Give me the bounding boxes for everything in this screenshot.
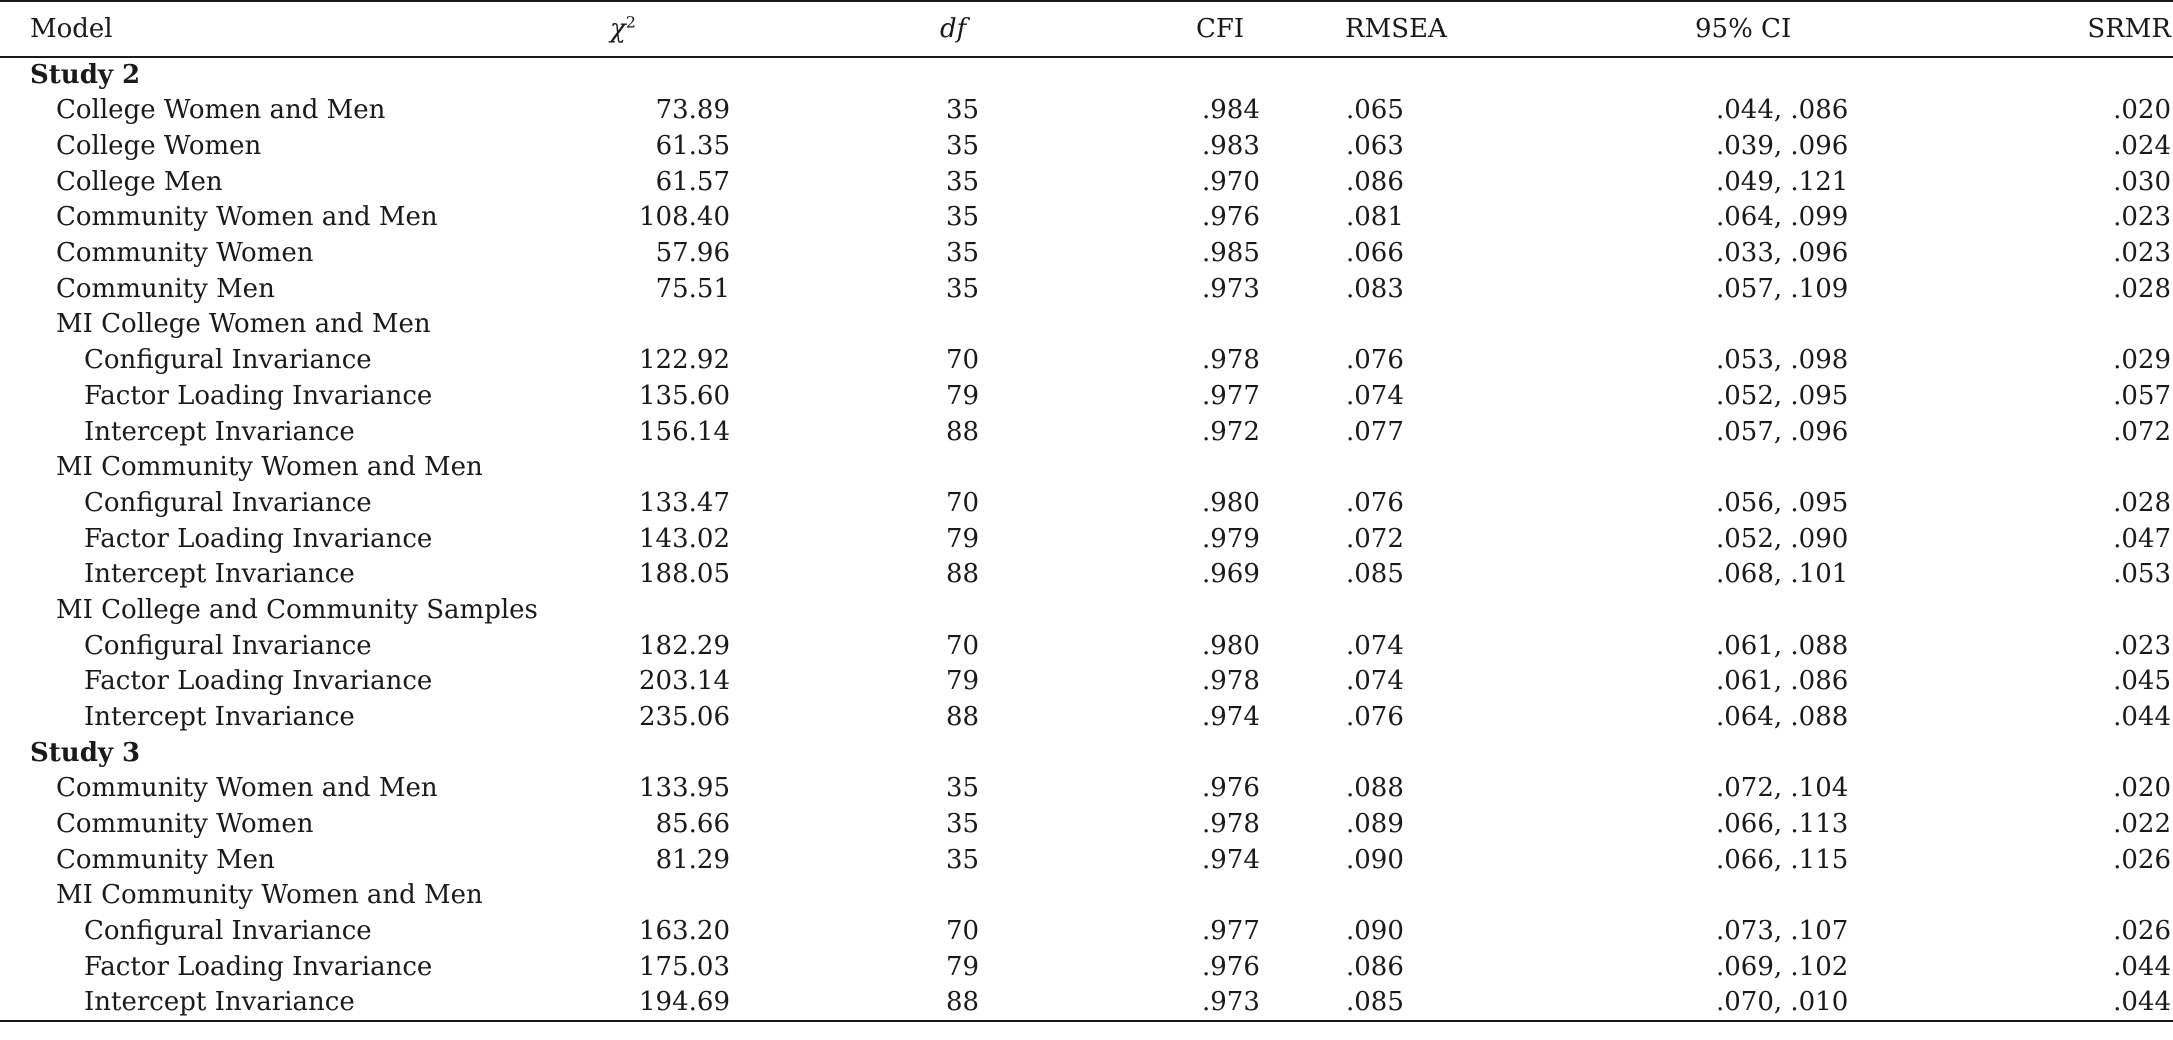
cell-cfi [980, 57, 1230, 93]
header-chi-symbol: χ [610, 14, 626, 44]
table-row [0, 164, 2173, 200]
cell-model: Community Men [56, 844, 275, 875]
cell-srmr: .022 [2113, 809, 2171, 840]
cell-df: 70 [946, 630, 980, 661]
cell-model: Community Women and Men [56, 202, 438, 233]
cell-chi-square: 135.60 [639, 380, 730, 411]
cell-ci: .033, .096 [1716, 238, 1849, 269]
cell-ci: .064, .099 [1716, 202, 1849, 233]
cell-df: 70 [946, 487, 980, 518]
cell-df: 79 [946, 380, 980, 411]
table-header [0, 1, 2173, 57]
cell-chi-square: 73.89 [655, 95, 730, 126]
table-body [0, 57, 2173, 1021]
cell-chi-square: 188.05 [639, 559, 730, 590]
header-chi-superscript: 2 [625, 12, 636, 32]
cell-chi-square: 143.02 [639, 523, 730, 554]
cell-rmsea: .077 [1346, 416, 1404, 447]
group-heading-row [0, 450, 2173, 486]
header-ci: 95% CI [1540, 1, 1850, 57]
cell-df [730, 307, 980, 343]
cell-cfi: .985 [1202, 238, 1260, 269]
cell-cfi: .977 [1202, 380, 1260, 411]
cell-cfi: .969 [1202, 559, 1260, 590]
cell-rmsea: .081 [1346, 202, 1404, 233]
cell-cfi: .978 [1202, 666, 1260, 697]
cell-cfi: .980 [1202, 630, 1260, 661]
cell-df: 79 [946, 951, 980, 982]
cell-chi-square: 194.69 [600, 985, 730, 1021]
cell-chi-square [600, 593, 730, 629]
cell-model: Configural Invariance [84, 487, 372, 518]
cell-chi-square [600, 57, 730, 93]
cell-df [730, 450, 980, 486]
cell-model: MI College and Community Samples [56, 594, 538, 625]
cell-rmsea: .074 [1346, 630, 1404, 661]
cell-ci: .069, .102 [1716, 951, 1849, 982]
table-row [0, 236, 2173, 272]
cell-chi-square: 156.14 [639, 416, 730, 447]
cell-chi-square [600, 735, 730, 771]
cell-df: 35 [946, 238, 980, 269]
cell-ci: .039, .096 [1716, 131, 1849, 162]
cell-model: Configural Invariance [84, 630, 372, 661]
cell-srmr: .072 [2113, 416, 2171, 447]
cell-rmsea [1230, 735, 1540, 771]
cell-ci: .052, .090 [1716, 523, 1849, 554]
cell-rmsea: .076 [1346, 487, 1404, 518]
cell-cfi [980, 735, 1230, 771]
cell-chi-square: 203.14 [639, 666, 730, 697]
cell-ci: .044, .086 [1716, 95, 1849, 126]
group-heading-row [0, 878, 2173, 914]
cell-df [730, 57, 980, 93]
cell-chi-square: 85.66 [655, 809, 730, 840]
cell-chi-square: 175.03 [639, 951, 730, 982]
cell-rmsea [1230, 57, 1540, 93]
header-srmr: SRMR [1850, 1, 2173, 57]
cell-df [730, 878, 980, 914]
cell-chi-square [600, 307, 730, 343]
cell-df: 70 [946, 916, 980, 947]
table-row [0, 200, 2173, 236]
table-row [0, 914, 2173, 950]
cell-model: Community Women [56, 238, 314, 269]
cell-srmr: .023 [2113, 630, 2171, 661]
cell-model: College Women and Men [56, 95, 386, 126]
cell-rmsea [1230, 307, 1540, 343]
table-row [0, 343, 2173, 379]
cell-rmsea: .085 [1230, 985, 1540, 1021]
cell-srmr [1850, 735, 2173, 771]
table-row [0, 700, 2173, 736]
table-row [0, 950, 2173, 986]
cell-ci: .072, .104 [1716, 773, 1849, 804]
cell-cfi: .976 [1202, 773, 1260, 804]
cell-srmr: .020 [2113, 773, 2171, 804]
cell-rmsea [1230, 450, 1540, 486]
cell-ci: .052, .095 [1716, 380, 1849, 411]
cell-model: Intercept Invariance [0, 985, 600, 1021]
cell-chi-square: 61.35 [655, 131, 730, 162]
cell-ci [1540, 450, 1850, 486]
cell-chi-square [600, 450, 730, 486]
cell-model: Configural Invariance [84, 345, 372, 376]
cell-cfi: .983 [1202, 131, 1260, 162]
cell-cfi: .978 [1202, 809, 1260, 840]
cell-cfi: .970 [1202, 166, 1260, 197]
cell-srmr [1850, 878, 2173, 914]
cell-cfi [980, 593, 1230, 629]
cell-cfi [980, 878, 1230, 914]
cell-model: College Women [56, 131, 262, 162]
cell-rmsea: .065 [1346, 95, 1404, 126]
cell-chi-square: 57.96 [655, 238, 730, 269]
cell-srmr [1850, 307, 2173, 343]
cell-chi-square: 163.20 [639, 916, 730, 947]
cell-model: Study 2 [30, 60, 141, 90]
header-model: Model [0, 1, 600, 57]
cell-model: MI Community Women and Men [56, 452, 483, 483]
section-heading-row [0, 735, 2173, 771]
cell-df [730, 593, 980, 629]
table-row [0, 985, 2173, 1021]
cell-rmsea: .089 [1346, 809, 1404, 840]
cell-ci: .056, .095 [1716, 487, 1849, 518]
cell-srmr: .030 [2113, 166, 2171, 197]
cell-srmr: .023 [2113, 202, 2171, 233]
header-cfi: CFI [980, 1, 1230, 57]
cell-df [730, 735, 980, 771]
group-heading-row [0, 593, 2173, 629]
cell-chi-square: 133.47 [639, 487, 730, 518]
cell-model: Factor Loading Invariance [84, 666, 433, 697]
cell-ci [1540, 57, 1850, 93]
cell-df: 35 [946, 95, 980, 126]
cell-cfi: .984 [1202, 95, 1260, 126]
cell-cfi: .976 [1202, 951, 1260, 982]
table-row [0, 414, 2173, 450]
cell-rmsea: .066 [1346, 238, 1404, 269]
cell-df: 70 [946, 345, 980, 376]
cell-rmsea: .090 [1346, 916, 1404, 947]
cell-cfi: .977 [1202, 916, 1260, 947]
cell-model: Community Women and Men [56, 773, 438, 804]
cell-ci [1540, 878, 1850, 914]
cell-chi-square: 122.92 [639, 345, 730, 376]
cell-cfi [980, 307, 1230, 343]
cell-chi-square [600, 878, 730, 914]
cell-rmsea: .090 [1346, 844, 1404, 875]
cell-srmr: .023 [2113, 238, 2171, 269]
table-row [0, 557, 2173, 593]
header-df: df [730, 1, 980, 57]
cell-rmsea [1230, 878, 1540, 914]
header-row [0, 1, 2173, 57]
cell-df: 79 [946, 523, 980, 554]
table-row [0, 807, 2173, 843]
cell-cfi: .972 [1202, 416, 1260, 447]
cell-srmr: .044 [1850, 985, 2173, 1021]
cell-ci [1540, 593, 1850, 629]
cell-df: 35 [946, 273, 980, 304]
cell-rmsea: .074 [1346, 666, 1404, 697]
cell-ci: .061, .086 [1716, 666, 1849, 697]
cell-srmr: .044 [2113, 702, 2171, 733]
group-heading-row [0, 307, 2173, 343]
cell-df: 88 [946, 702, 980, 733]
cell-df: 35 [946, 844, 980, 875]
cell-model: Configural Invariance [84, 916, 372, 947]
table-row [0, 271, 2173, 307]
cell-model: Intercept Invariance [84, 559, 355, 590]
cell-cfi: .979 [1202, 523, 1260, 554]
cell-chi-square: 133.95 [639, 773, 730, 804]
cell-model: MI Community Women and Men [56, 880, 483, 911]
cell-rmsea: .076 [1346, 345, 1404, 376]
cell-srmr: .028 [2113, 273, 2171, 304]
table-row [0, 486, 2173, 522]
cell-srmr: .026 [2113, 916, 2171, 947]
cell-model: Study 3 [30, 737, 141, 768]
cell-model: Factor Loading Invariance [84, 380, 433, 411]
cell-ci: .070, .010 [1540, 985, 1850, 1021]
cell-df: 79 [946, 666, 980, 697]
cell-cfi: .980 [1202, 487, 1260, 518]
cell-model: Intercept Invariance [84, 702, 355, 733]
cell-rmsea: .083 [1346, 273, 1404, 304]
cell-model: Community Women [56, 809, 314, 840]
header-rmsea: RMSEA [1230, 1, 1540, 57]
cell-model: MI College Women and Men [56, 309, 431, 340]
table-row [0, 842, 2173, 878]
cell-rmsea: .086 [1346, 166, 1404, 197]
cell-ci: .061, .088 [1716, 630, 1849, 661]
cell-rmsea: .088 [1346, 773, 1404, 804]
cell-cfi: .973 [980, 985, 1230, 1021]
cell-rmsea: .076 [1346, 702, 1404, 733]
cell-df: 35 [946, 809, 980, 840]
cell-srmr: .029 [2113, 345, 2171, 376]
cell-df: 88 [730, 985, 980, 1021]
cell-df: 35 [946, 202, 980, 233]
cell-df: 88 [946, 416, 980, 447]
header-chi-square [600, 1, 730, 57]
cell-ci: .073, .107 [1716, 916, 1849, 947]
table-row [0, 93, 2173, 129]
cell-srmr: .044 [2113, 951, 2171, 982]
cell-srmr: .047 [2113, 523, 2171, 554]
cell-df: 88 [946, 559, 980, 590]
cell-model: Community Men [56, 273, 275, 304]
cell-srmr: .028 [2113, 487, 2171, 518]
cell-ci: .064, .088 [1716, 702, 1849, 733]
table-row [0, 379, 2173, 415]
cell-ci: .049, .121 [1716, 166, 1849, 197]
cell-cfi [980, 450, 1230, 486]
cell-ci: .057, .096 [1716, 416, 1849, 447]
cell-model: College Men [56, 166, 223, 197]
cell-chi-square: 61.57 [655, 166, 730, 197]
cell-rmsea [1230, 593, 1540, 629]
cell-rmsea: .086 [1346, 951, 1404, 982]
table-row [0, 771, 2173, 807]
cell-chi-square: 75.51 [655, 273, 730, 304]
cell-rmsea: .072 [1346, 523, 1404, 554]
cell-ci: .053, .098 [1716, 345, 1849, 376]
cell-chi-square: 81.29 [655, 844, 730, 875]
section-heading-row [0, 57, 2173, 93]
cell-ci: .066, .115 [1716, 844, 1849, 875]
cell-chi-square: 182.29 [639, 630, 730, 661]
cell-srmr: .024 [2113, 131, 2171, 162]
cell-ci: .068, .101 [1716, 559, 1849, 590]
cell-cfi: .976 [1202, 202, 1260, 233]
cell-srmr: .020 [2113, 95, 2171, 126]
table-row [0, 628, 2173, 664]
cell-cfi: .973 [1202, 273, 1260, 304]
cell-srmr [1850, 57, 2173, 93]
cell-chi-square: 108.40 [639, 202, 730, 233]
cell-srmr [1850, 450, 2173, 486]
cell-df: 35 [946, 773, 980, 804]
cell-cfi: .974 [1202, 844, 1260, 875]
cell-srmr: .057 [2113, 380, 2171, 411]
cell-ci: .066, .113 [1716, 809, 1849, 840]
cell-chi-square: 235.06 [639, 702, 730, 733]
table-row [0, 664, 2173, 700]
table-row [0, 129, 2173, 165]
cell-ci [1540, 735, 1850, 771]
cell-model: Factor Loading Invariance [84, 523, 433, 554]
cell-srmr: .026 [2113, 844, 2171, 875]
cell-df: 35 [946, 131, 980, 162]
cell-rmsea: .074 [1346, 380, 1404, 411]
cell-ci: .057, .109 [1716, 273, 1849, 304]
cell-srmr: .045 [2113, 666, 2171, 697]
cell-srmr: .053 [2113, 559, 2171, 590]
cell-cfi: .978 [1202, 345, 1260, 376]
cell-rmsea: .063 [1346, 131, 1404, 162]
cell-model: Intercept Invariance [84, 416, 355, 447]
cell-rmsea: .085 [1346, 559, 1404, 590]
cell-df: 35 [946, 166, 980, 197]
cell-cfi: .974 [1202, 702, 1260, 733]
table-row [0, 521, 2173, 557]
cell-ci [1540, 307, 1850, 343]
cell-srmr [1850, 593, 2173, 629]
cell-model: Factor Loading Invariance [84, 951, 433, 982]
